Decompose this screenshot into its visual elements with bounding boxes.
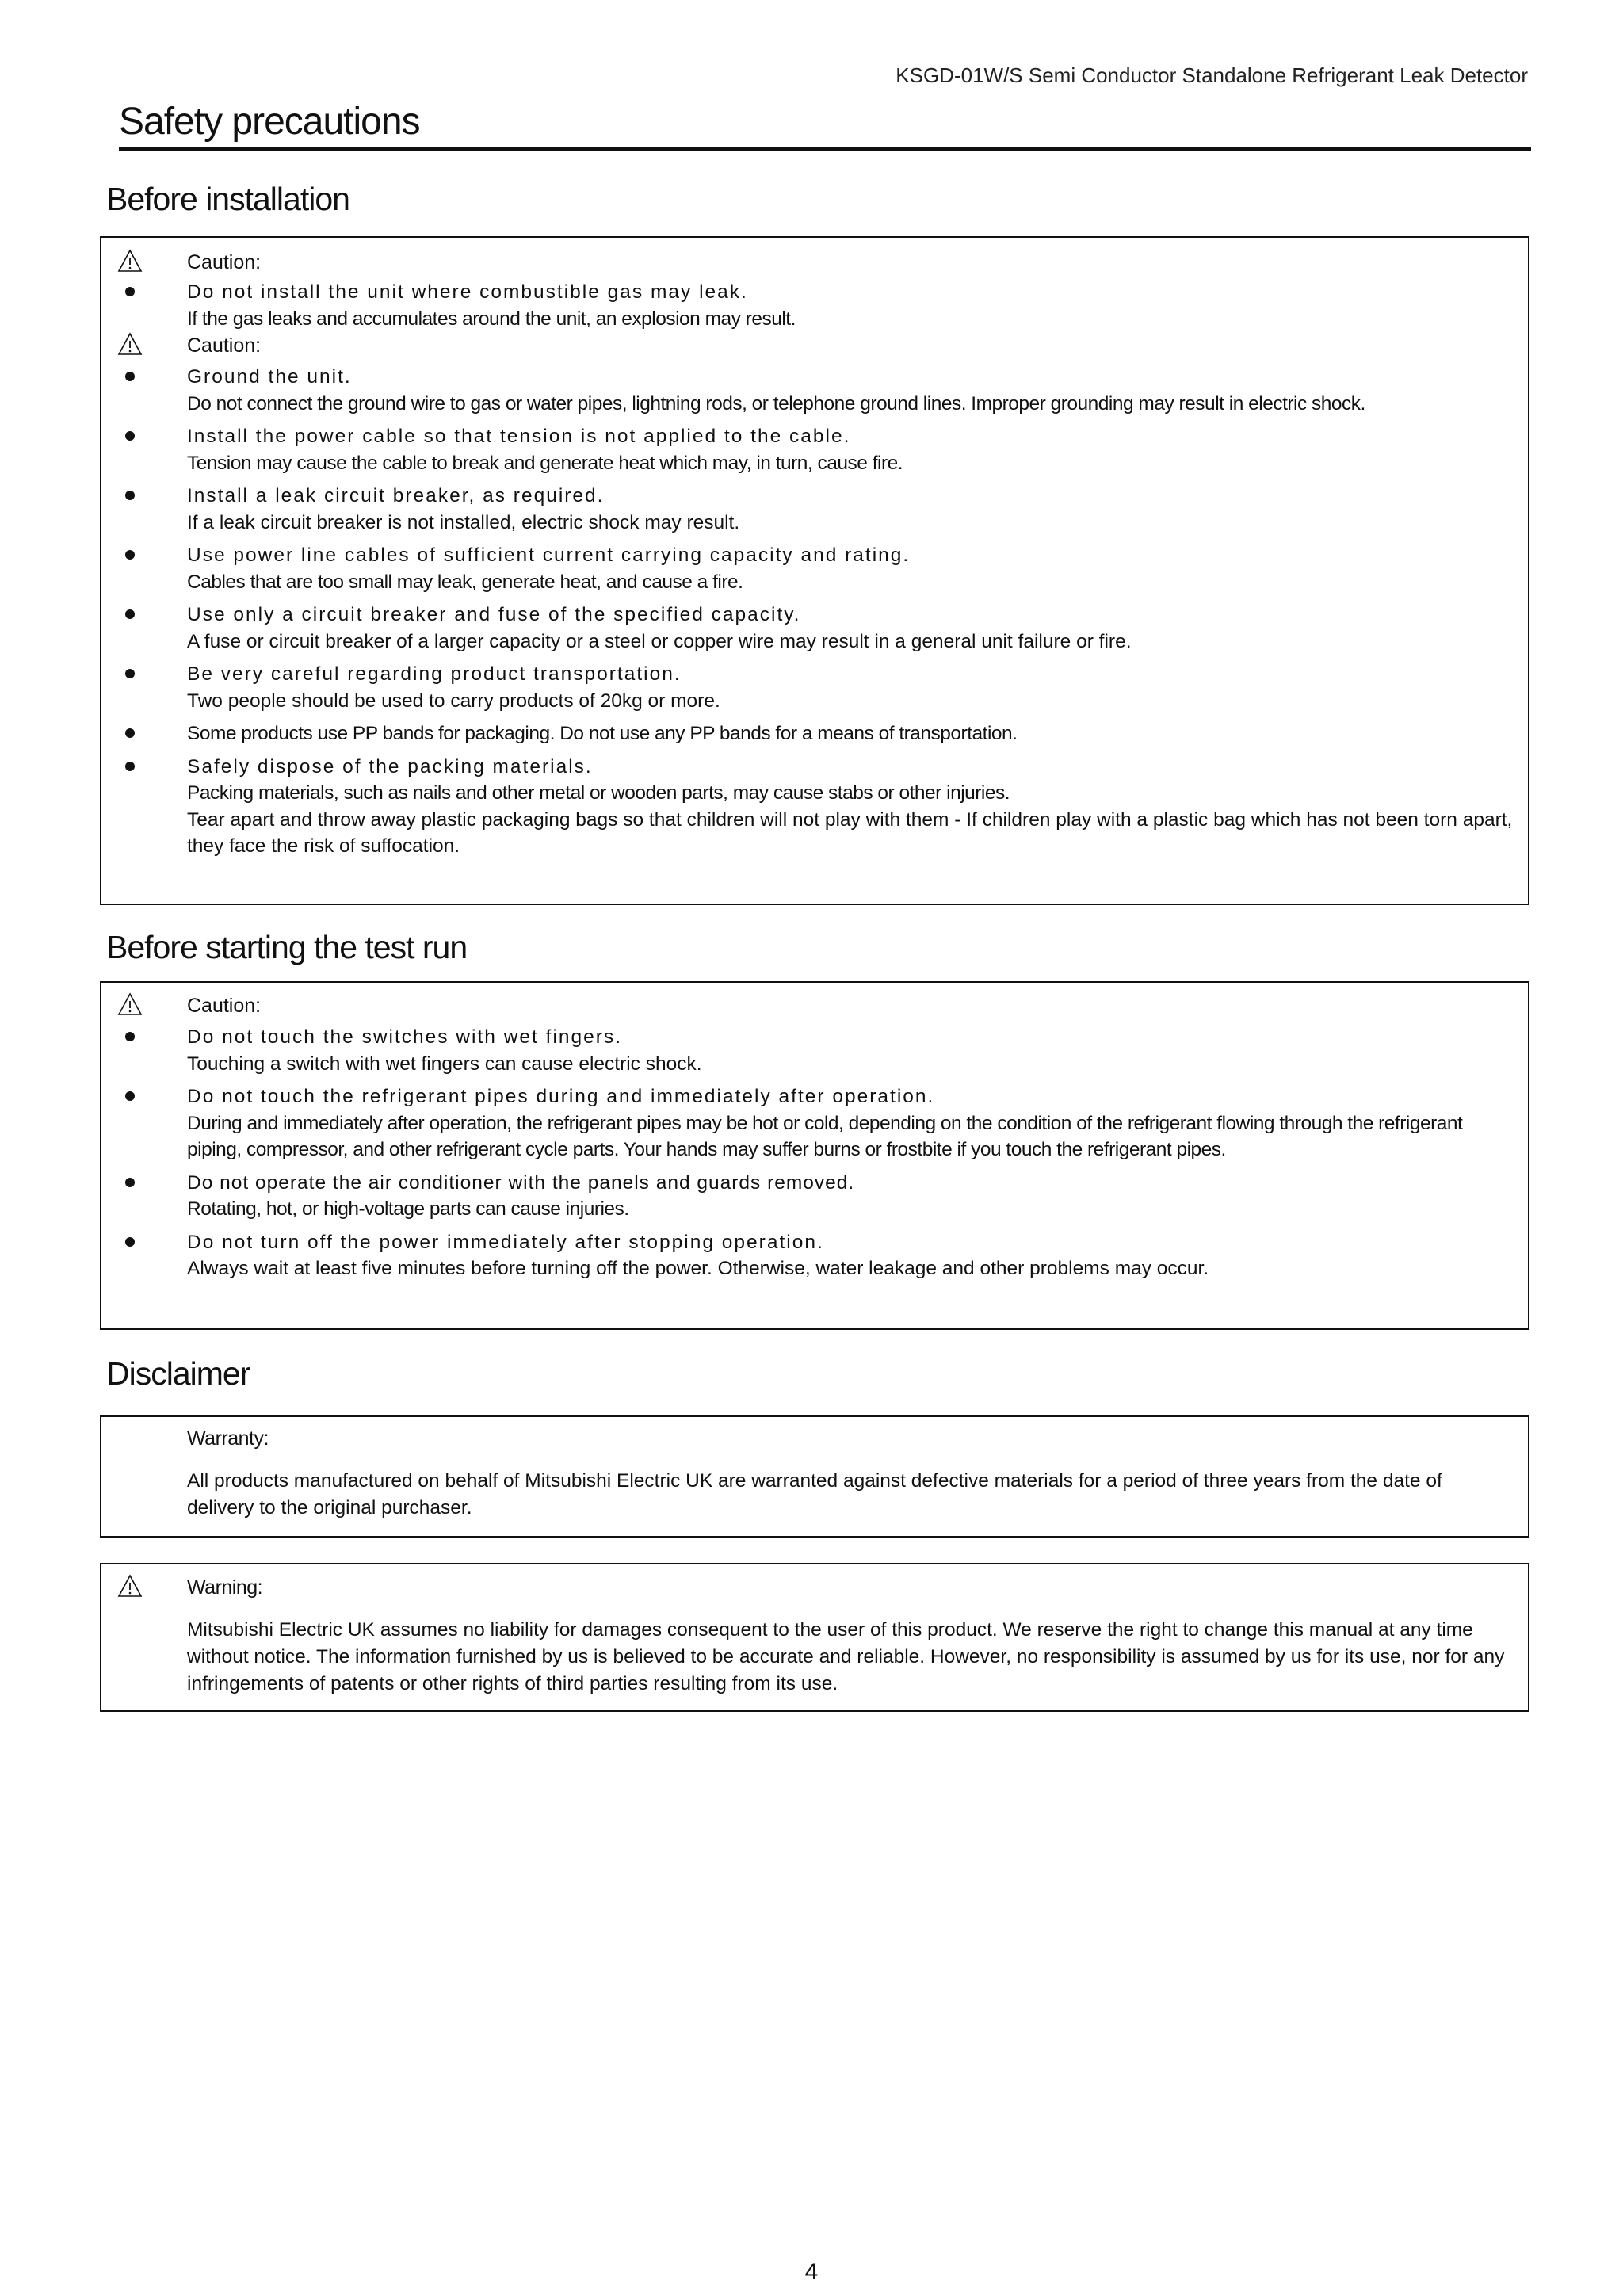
item-title: Do not turn off the power immediately after stopping operation. [187, 1231, 824, 1253]
item-title: Do not operate the air conditioner with the panels and guards removed. [187, 1171, 855, 1194]
list-item [101, 542, 1528, 595]
page-title: Safety precautions [119, 101, 420, 143]
bullet-icon [125, 669, 135, 678]
warning-text: Mitsubishi Electric UK assumes no liability for damages consequent to the user of this product. We reserve the right to change this manual at any time without notice. The information furnished by us is believed to be accurate and reliable. However, no responsibility is assumed by us for its use, nor for any infringements of patents or other rights of third parties resulting from its use. [187, 1619, 1505, 1694]
bullet-icon [125, 431, 135, 441]
list-item [101, 483, 1528, 536]
bullet-icon [125, 1237, 135, 1247]
list-item [101, 364, 1528, 417]
caution-row [101, 992, 1528, 1024]
caution-label: Caution: [187, 334, 262, 357]
item-title: Be very careful regarding product transportation. [187, 663, 682, 685]
warning-triangle-icon [117, 1574, 143, 1598]
warranty-text: All products manufactured on behalf of Mitsubishi Electric UK are warranted against defective materials for a period of three years from the date of delivery to the original purchaser. [187, 1470, 1442, 1519]
item-text: During and immediately after operation, the refrigerant pipes may be hot or cold, depending on the condition of the refrigerant flowing through the refrigerant piping, compressor, and other refrigerant cycle parts. Your hands may suffer burns or frostbite if you touch the refrigerant pipes. [187, 1112, 1463, 1160]
item-title: Use power line cables of sufficient current carrying capacity and rating. [187, 544, 911, 566]
item-title: Some products use PP bands for packaging. Do not use any PP bands for a means of transportation. [187, 723, 1018, 744]
list-item [101, 661, 1528, 714]
section-heading-disclaimer: Disclaimer [106, 1355, 250, 1392]
list-item [101, 423, 1528, 476]
before-test-run-box [100, 981, 1529, 1330]
list-item [101, 602, 1528, 655]
caution-row [101, 332, 1528, 364]
document-header: KSGD-01W/S Semi Conductor Standalone Refrigerant Leak Detector [896, 63, 1528, 87]
warning-triangle-icon [117, 249, 143, 273]
item-text: Cables that are too small may leak, generate heat, and cause a fire. [187, 571, 743, 593]
item-title: Do not install the unit where combustible gas may leak. [187, 281, 748, 303]
item-text: Touching a switch with wet fingers can cause electric shock. [187, 1052, 702, 1075]
list-item [101, 1024, 1528, 1077]
bullet-icon [125, 1032, 135, 1041]
bullet-icon [125, 372, 135, 381]
before-installation-box [100, 236, 1529, 905]
item-title: Install the power cable so that tension is not applied to the cable. [187, 426, 851, 447]
warranty-text-row [101, 1468, 1528, 1522]
item-title: Install a leak circuit breaker, as required. [187, 485, 605, 506]
list-item [101, 720, 1528, 747]
bullet-icon [125, 1091, 135, 1101]
bullet-icon [125, 491, 135, 500]
list-item [101, 279, 1528, 332]
item-title: Safely dispose of the packing materials. [187, 755, 593, 777]
list-item [101, 1170, 1528, 1223]
warranty-box [100, 1415, 1529, 1538]
list-item [101, 1083, 1528, 1163]
caution-label: Caution: [187, 251, 262, 273]
item-title: Use only a circuit breaker and fuse of the specified capacity. [187, 604, 801, 625]
warranty-label: Warranty: [187, 1427, 269, 1450]
item-text: Always wait at least five minutes before turning off the power. Otherwise, water leakage and other problems may occur. [187, 1258, 1209, 1279]
bullet-icon [125, 1178, 135, 1187]
bullet-icon [125, 728, 135, 738]
warning-triangle-icon [117, 332, 143, 356]
item-text: If the gas leaks and accumulates around the unit, an explosion may result. [187, 308, 796, 330]
item-text: Tension may cause the cable to break and generate heat which may, in turn, cause fire. [187, 452, 903, 474]
warning-label-row [101, 1574, 1528, 1601]
list-item [101, 754, 1528, 860]
section-heading-before-installation: Before installation [106, 181, 349, 217]
title-divider [119, 147, 1531, 151]
item-title: Ground the unit. [187, 366, 352, 388]
warning-label: Warning: [187, 1576, 263, 1599]
item-text: Do not connect the ground wire to gas or water pipes, lightning rods, or telephone ground lines. Improper grounding may result in electric shock. [187, 392, 1365, 415]
bullet-icon [125, 287, 135, 296]
item-text: Tear apart and throw away plastic packaging bags so that children will not play with them - If children play with a plastic bag which has not been torn apart, they face the risk of suffocation. [187, 808, 1513, 857]
item-text: If a leak circuit breaker is not installed, electric shock may result. [187, 511, 740, 533]
item-title: Do not touch the refrigerant pipes during and immediately after operation. [187, 1086, 935, 1107]
warning-triangle-icon [117, 992, 143, 1016]
bullet-icon [125, 609, 135, 619]
caution-label: Caution: [187, 995, 262, 1017]
item-text: Two people should be used to carry products of 20kg or more. [187, 690, 720, 712]
item-title: Do not touch the switches with wet fingers. [187, 1026, 622, 1048]
caution-row [101, 249, 1528, 279]
warning-box [100, 1563, 1529, 1712]
item-text: Rotating, hot, or high-voltage parts can cause injuries. [187, 1198, 629, 1220]
item-text: Packing materials, such as nails and other metal or wooden parts, may cause stabs or other injuries. [187, 782, 1010, 804]
warning-text-row [101, 1617, 1528, 1698]
bullet-icon [125, 762, 135, 771]
bullet-icon [125, 550, 135, 560]
list-item [101, 1229, 1528, 1282]
warranty-label-row [101, 1425, 1528, 1452]
item-text: A fuse or circuit breaker of a larger capacity or a steel or copper wire may result in a general unit failure or fire. [187, 630, 1132, 652]
section-heading-before-test-run: Before starting the test run [106, 929, 468, 965]
page-number: 4 [804, 2259, 819, 2285]
